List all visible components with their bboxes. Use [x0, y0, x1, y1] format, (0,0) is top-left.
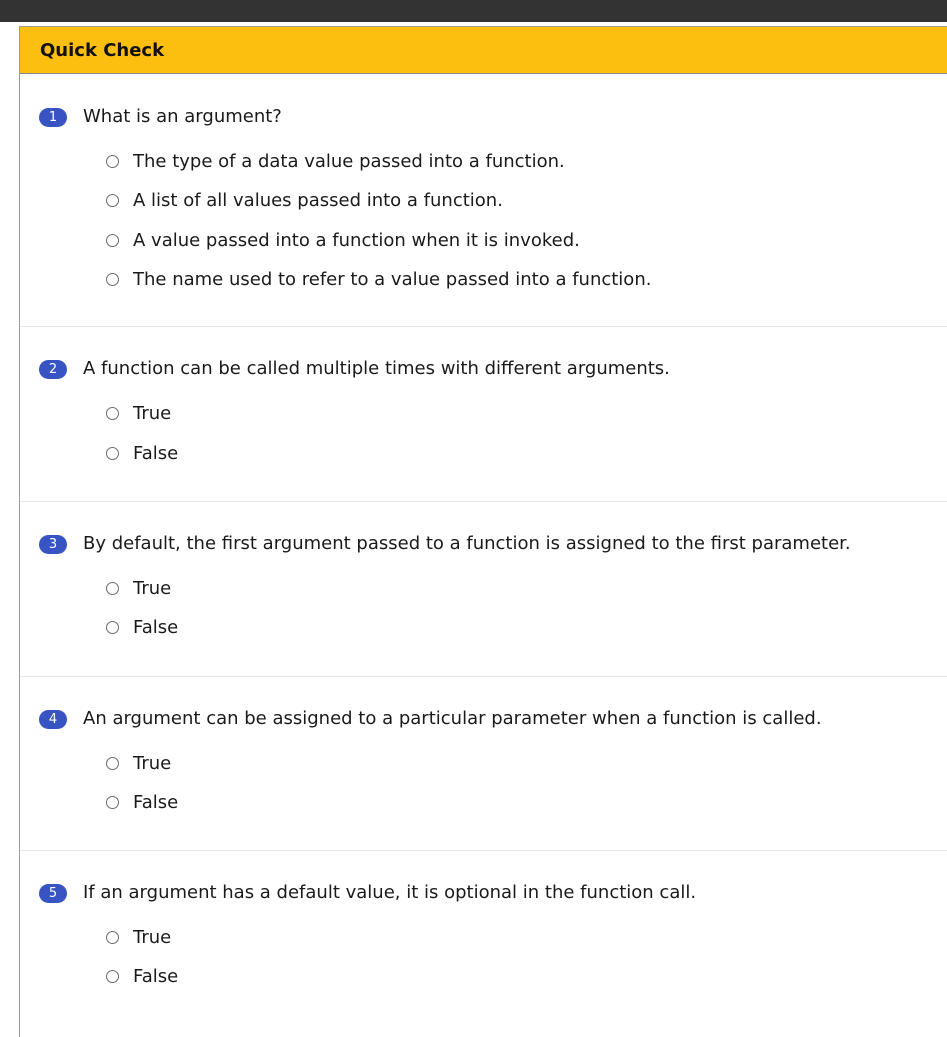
question-1: [20, 74, 947, 327]
quick-check-panel: [19, 26, 947, 1037]
radio-button[interactable]: [106, 621, 119, 634]
panel-header: [20, 27, 947, 74]
option-label: False: [133, 966, 179, 987]
answer-option[interactable]: [106, 927, 171, 948]
option-label: True: [133, 578, 172, 599]
question-text: If an argument has a default value, it is optional in the function call.: [83, 882, 697, 903]
option-label: A value passed into a function when it is invoked.: [133, 230, 580, 251]
question-number-badge: 1: [39, 108, 67, 127]
answer-option[interactable]: [106, 578, 171, 599]
answer-option[interactable]: [106, 403, 171, 424]
option-label: The name used to refer to a value passed into a function.: [133, 269, 652, 290]
question-number-badge: 5: [39, 884, 67, 903]
answer-option[interactable]: [106, 230, 580, 251]
radio-button[interactable]: [106, 194, 119, 207]
question-3: [20, 502, 947, 677]
answer-option[interactable]: [106, 753, 171, 774]
option-label: True: [133, 927, 172, 948]
answer-option[interactable]: [106, 792, 178, 813]
option-label: True: [133, 403, 172, 424]
question-text: By default, the first argument passed to a function is assigned to the first parameter.: [83, 533, 851, 554]
answer-option[interactable]: [106, 190, 503, 211]
radio-button[interactable]: [106, 273, 119, 286]
question-4: [20, 677, 947, 851]
answer-option[interactable]: [106, 966, 178, 987]
question-number-badge: 2: [39, 360, 67, 379]
radio-button[interactable]: [106, 757, 119, 770]
option-label: The type of a data value passed into a function.: [133, 151, 565, 172]
question-text: An argument can be assigned to a particular parameter when a function is called.: [83, 708, 822, 729]
question-number-badge: 4: [39, 710, 67, 729]
answer-option[interactable]: [106, 443, 178, 464]
radio-button[interactable]: [106, 155, 119, 168]
answer-option[interactable]: [106, 617, 178, 638]
option-label: A list of all values passed into a function.: [133, 190, 503, 211]
radio-button[interactable]: [106, 407, 119, 420]
radio-button[interactable]: [106, 447, 119, 460]
question-5: [20, 851, 947, 1031]
question-2: [20, 327, 947, 502]
question-text: A function can be called multiple times with different arguments.: [83, 358, 670, 379]
question-number-badge: 3: [39, 535, 67, 554]
radio-button[interactable]: [106, 582, 119, 595]
radio-button[interactable]: [106, 970, 119, 983]
answer-option[interactable]: [106, 269, 651, 290]
radio-button[interactable]: [106, 234, 119, 247]
answer-option[interactable]: [106, 151, 565, 172]
option-label: False: [133, 443, 179, 464]
option-label: True: [133, 753, 172, 774]
option-label: False: [133, 617, 179, 638]
top-bar: [0, 0, 947, 22]
option-label: False: [133, 792, 179, 813]
radio-button[interactable]: [106, 796, 119, 809]
radio-button[interactable]: [106, 931, 119, 944]
panel-title: Quick Check: [40, 39, 165, 61]
question-text: What is an argument?: [83, 106, 282, 127]
